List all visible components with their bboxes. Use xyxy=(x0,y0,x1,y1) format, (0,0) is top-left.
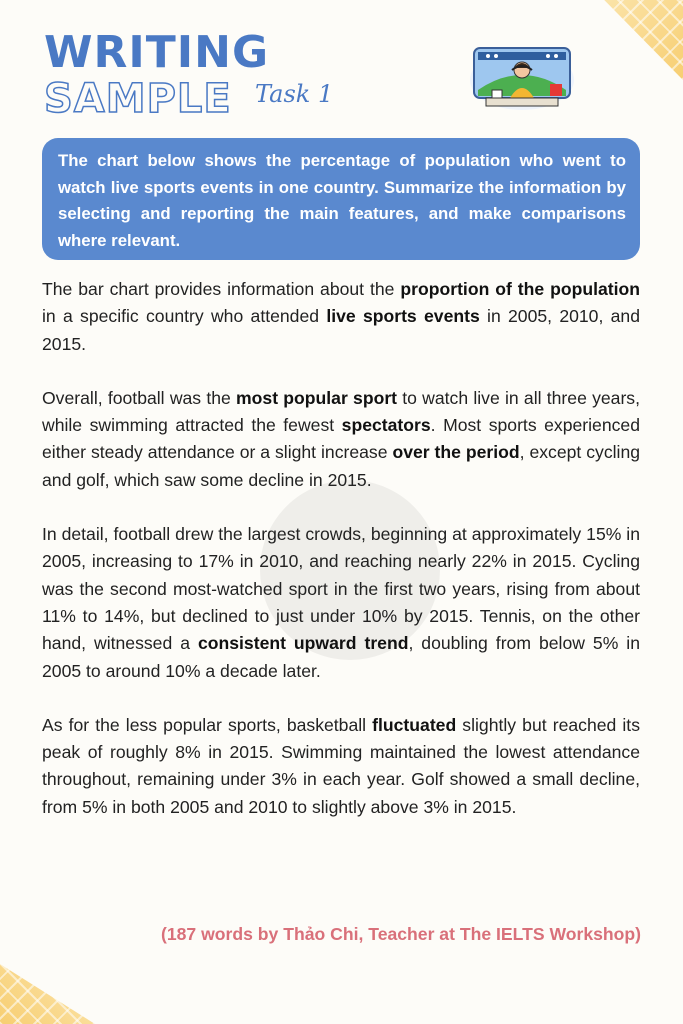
highlight-phrase: over the period xyxy=(392,442,520,463)
text-run: , doubling from below 5% in 2005 to around 10% a decade later. xyxy=(42,633,641,681)
essay-body xyxy=(42,276,640,848)
author-signature: (187 words by Thảo Chi, Teacher at The IELTS Workshop) xyxy=(161,924,641,944)
highlight-phrase: spectators xyxy=(341,415,431,436)
essay-paragraph-1 xyxy=(42,276,640,358)
text-run: in a specific country who attended xyxy=(42,306,327,327)
sports-commentator-illustration xyxy=(466,40,578,112)
title-writing: WRITING xyxy=(44,27,270,78)
text-run: to watch live in all three years, while swimming attracted the fewest xyxy=(42,387,640,436)
essay-paragraph-2 xyxy=(42,385,640,494)
text-run: In detail, football drew the largest crowds, beginning at approximately 15% in 2005, increasing to 17% in 2010, and reaching nearly 22% in 2015. Cycling was the second most-watched sport in the first two years, rising from about 11% to 14%, but declined to just under 10% by 2015. Tennis, on the other hand, witnessed a xyxy=(42,524,640,654)
corner-decoration-bottom-left xyxy=(0,964,95,1024)
essay-paragraph-4 xyxy=(42,712,640,821)
prompt-box xyxy=(42,138,640,260)
text-run: Overall, football was the xyxy=(42,387,237,408)
text-run: , except cycling and golf, which saw some decline in 2015. xyxy=(42,442,641,490)
task-label: Task 1 xyxy=(255,80,334,108)
title-sample: SAMPLE xyxy=(44,76,232,122)
text-run: slightly but reached its peak of roughly 8% in 2015. Swimming maintained the lowest attendance throughout, remaining under 3% in each year. Golf showed a small decline, from 5% in both 2005 and 2010 to slightly above 3% in 2015. xyxy=(42,714,640,817)
text-run: in 2005, 2010, and 2015. xyxy=(42,306,640,354)
highlight-phrase: live sports events xyxy=(326,306,480,327)
text-run: . Most sports experienced either steady attendance or a slight increase xyxy=(42,415,640,463)
highlight-phrase: fluctuated xyxy=(372,714,457,735)
highlight-phrase: proportion of the population xyxy=(400,279,640,299)
prompt-text: The chart below shows the percentage of population who went to watch live sports events in one country. Summarize the information by selecting and reporting the main features, and make comparisons where relevant. xyxy=(58,151,626,250)
text-run: The bar chart provides information about the xyxy=(42,279,401,299)
corner-decoration-top-right xyxy=(578,0,683,80)
highlight-phrase: most popular sport xyxy=(236,387,398,408)
essay-paragraph-3 xyxy=(42,521,640,685)
highlight-phrase: consistent upward trend xyxy=(197,633,409,654)
text-run: As for the less popular sports, basketball xyxy=(42,714,373,735)
